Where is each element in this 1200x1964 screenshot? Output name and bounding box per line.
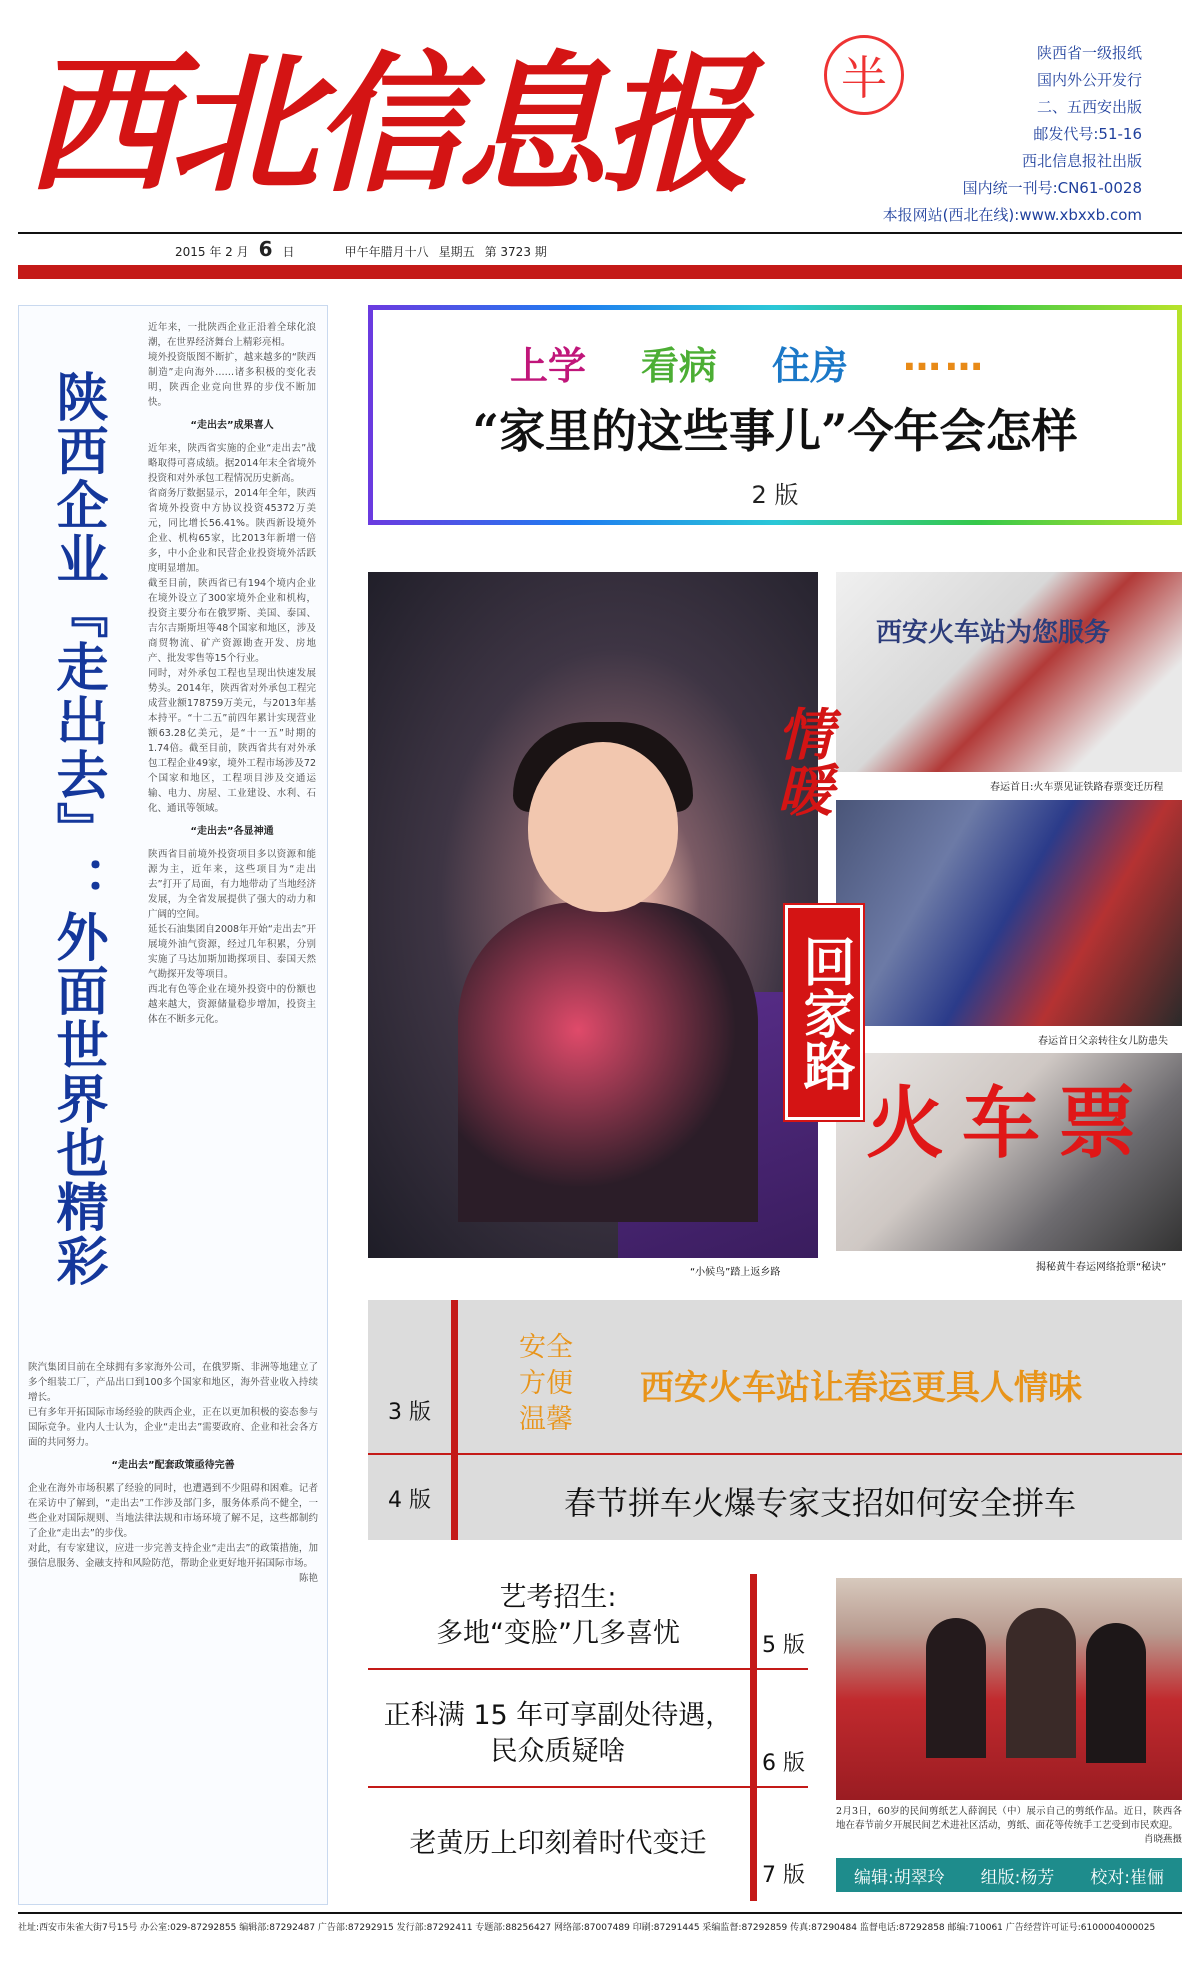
paragraph: 陕西省目前境外投资项目多以资源和能源为主，近年来，这些项目为“走出去”打开了局面，有力地带动了当地经济发展，为全省发展提供了强大的动力和广阔的空间。 [148, 849, 316, 920]
pubinfo-line: 陕西省一级报纸 [1036, 44, 1142, 62]
story-title-line: 老黄历上印刻着时代变迁 [409, 1828, 707, 1859]
publication-info [862, 40, 1142, 229]
stamp-warm: 情暖 [768, 705, 834, 817]
topic-school: 上学 [510, 344, 587, 388]
caption-text: 2月3日，60岁的民间剪纸艺人薛润民（中）展示自己的剪纸作品。近日，陕西各地在春节前夕开展民间艺术进社区活动，剪纸、面花等传统手工艺受到市民欢迎。 [836, 1806, 1182, 1831]
photo-station-volunteers [836, 572, 1182, 772]
page-ref-5: 5 版 [762, 1633, 805, 1658]
paragraph: 截至目前，陕西省已有194个境内企业在境外设立了300家境外企业和机构，投资主要分布在俄罗斯、美国、泰国、吉尔吉斯斯坦等48个国家和地区，涉及商贸物流、矿产资源勘查开发、房地产、批发零售等15个行业。 [148, 578, 316, 664]
pubinfo-line: 国内统一刊号:CN61-0028 [962, 179, 1142, 197]
teaser-headline-station[interactable]: 西安火车站让春运更具人情味 [640, 1368, 1082, 1408]
train-ticket-text: 火车票 [866, 1079, 1155, 1169]
page-ref-4: 4 版 [388, 1488, 431, 1513]
photo-paper-cutting [836, 1578, 1182, 1800]
tag-warm: 温馨 [519, 1404, 573, 1435]
paragraph: 已有多年开拓国际市场经验的陕西企业，正在以更加积极的姿态参与国际竞争。业内人士认为，企业“走出去”需要政府、企业和社会各方面的共同努力。 [28, 1407, 318, 1448]
topic-housing: 住房 [772, 344, 849, 388]
teaser-headline-carpool[interactable]: 春节拼车火爆专家支招如何安全拼车 [563, 1484, 1076, 1522]
pubinfo-line: 二、五西安出版 [1036, 98, 1142, 116]
editor: 编辑:胡翠玲 [853, 1867, 945, 1888]
author: 陈艳 [298, 1573, 318, 1584]
date-weekday: 星期五 [438, 245, 475, 259]
story-title-line: 多地“变脸”几多喜忧 [436, 1618, 680, 1649]
paragraph: 境外投资版图不断扩，越来越多的“陕西制造”走向海外……诸多积极的变化表明，陕西企业竞向世界的步伐不断加快。 [148, 352, 316, 408]
pubinfo-website[interactable]: 本报网站(西北在线):www.xbxxb.com [882, 206, 1142, 224]
left-story-body-bottom [28, 1360, 318, 1586]
paragraph: 对此，有专家建议，应进一步完善支持企业“走出去”的政策措施，加强信息服务、金融支持和风险防范，帮助企业更好地开拓国际市场。 [28, 1543, 318, 1569]
pubinfo-line: 邮发代号:51-16 [1033, 125, 1142, 143]
layout-editor: 组版:杨芳 [980, 1867, 1055, 1888]
left-story-body [148, 320, 316, 1027]
bottom-red-bar [750, 1574, 757, 1901]
editor-credits [836, 1858, 1182, 1892]
footer-contact: 社址:西安市朱雀大街7号15号 办公室:029-87292855 编辑部:87292487 广告部:87292915 发行部:87292411 专题部:88256427 网络部:87007489 印刷:87291445 采编监督:87292859 传真:87290484 监督电话:87292858 邮编:710061 广告经营许可证号:6100004000025 [18, 1923, 1156, 1933]
proofreader: 校对:崔俪 [1090, 1867, 1164, 1888]
story-divider [368, 1786, 808, 1788]
paragraph: 同时，对外承包工程也呈现出快速发展势头。2014年，陕西省对外承包工程完成营业额178759万美元，与2013年基本持平。“十二五”前四年累计实现营业额63.28亿美元，是“十一五”时期的1.74倍。截至目前，陕西省共有对外承包工程企业49家，境外工程市场涉及72个国家和地区，工程项目涉及交通运输、电力、房屋、工业建设、水利、石化、通讯等领域。 [148, 668, 316, 814]
date-lunar: 甲午年腊月十八 [344, 245, 429, 259]
story-title-line: 艺考招生: [499, 1582, 617, 1613]
main-photo-caption: “小候鸟”踏上返乡路 [690, 1267, 781, 1278]
subhead: “走出去”配套政策亟待完善 [111, 1460, 235, 1471]
teaser-tags [506, 1330, 586, 1438]
photo-caption: 春运首日父亲转往女儿防患失 [1038, 1036, 1168, 1047]
banner-headline[interactable]: “家里的这些事儿”今年会怎样 [472, 404, 1078, 458]
story-title-line: 民众质疑啥 [490, 1736, 626, 1767]
pubinfo-line: 国内外公开发行 [1036, 71, 1142, 89]
date-year-month: 2015 年 2 月 [175, 245, 249, 259]
story-civil-servant[interactable] [368, 1698, 748, 1770]
banner-topics [510, 335, 987, 390]
paragraph: 西北有色等企业在境外投资中的份额也越来越大，资源储量稳步增加，投资主体在不断多元化。 [148, 984, 316, 1025]
teaser-red-bar [451, 1300, 458, 1540]
photo-caption: 揭秘黄牛春运网络抢票“秘诀” [1036, 1262, 1167, 1273]
story-almanac[interactable] [368, 1826, 748, 1862]
station-sign: 西安火车站为您服务 [876, 618, 1111, 648]
topic-more: …… [903, 335, 988, 379]
red-divider [18, 265, 1182, 279]
paragraph: 企业在海外市场积累了经验的同时，也遭遇到不少阻碍和困难。记者在采访中了解到，“走出去”工作涉及部门多，服务体系尚不健全，一些企业对国际规则、当地法律法规和市场环境了解不足，这些都制约了企业“走出去”的步伐。 [28, 1483, 318, 1539]
subhead: “走出去”各显神通 [190, 826, 274, 837]
subhead: “走出去”成果喜人 [190, 420, 274, 431]
page-ref-7: 7 版 [762, 1863, 805, 1888]
newspaper-logo-icon: 半 [824, 35, 904, 115]
story-title-line: 正科满 15 年可享副处待遇， [383, 1700, 733, 1731]
paper-cutting-caption [836, 1805, 1182, 1847]
date-day: 6 [258, 237, 273, 261]
footer-rule [18, 1912, 1182, 1914]
paragraph: 省商务厅数据显示，2014年全年，陕西省境外投资中方协议投资45372万美元，同比增长56.41%。陕西新设境外企业、机构65家，比2013年新增一倍多，中小企业和民营企业投资境外活跃度明显增加。 [148, 488, 316, 574]
left-story-headline[interactable]: 陕西企业『走出去』：外面世界也精彩 [47, 370, 107, 1288]
photo-caption: 春运首日:火车票见证铁路春票变迁历程 [990, 782, 1164, 793]
story-art-exam[interactable] [368, 1580, 748, 1652]
topic-health: 看病 [641, 344, 718, 388]
page-ref-3: 3 版 [388, 1400, 431, 1425]
paragraph: 陕汽集团目前在全球拥有多家海外公司，在俄罗斯、非洲等地建立了多个组装工厂，产品出口到100多个国家和地区，海外营业收入持续增长。 [28, 1362, 318, 1403]
stamp-way-home: 回家路 [785, 905, 863, 1120]
photo-credit: 肖晓燕摄 [1143, 1834, 1182, 1845]
tag-safe: 安全 [519, 1332, 573, 1363]
photo-father-daughter [836, 800, 1182, 1026]
masthead-rule [18, 232, 1182, 234]
paragraph: 近年来，陕西省实施的企业“走出去”战略取得可喜成绩。据2014年末全省境外投资和对外承包工程情况历史新高。 [148, 443, 316, 484]
date-day-suffix: 日 [282, 245, 295, 259]
main-photo-child [368, 572, 818, 1258]
tag-convenient: 方便 [519, 1368, 573, 1399]
story-divider [368, 1668, 808, 1670]
paragraph: 延长石油集团自2008年开始“走出去”开展境外油气资源，经过几年积累，分别实施了马达加斯加勘探项目、泰国天然气勘探开发等项目。 [148, 924, 316, 980]
masthead-title: 西北信息报 [25, 37, 746, 213]
page-ref-6: 6 版 [762, 1751, 805, 1776]
dateline [175, 237, 547, 261]
issue-number: 第 3723 期 [484, 245, 547, 259]
photo-train-ticket [836, 1053, 1182, 1251]
banner-page-ref: 2 版 [751, 481, 799, 509]
paragraph: 近年来，一批陕西企业正沿着全球化浪潮，在世界经济舞台上精彩亮相。 [148, 322, 316, 348]
pubinfo-line: 西北信息报社出版 [1021, 152, 1142, 170]
